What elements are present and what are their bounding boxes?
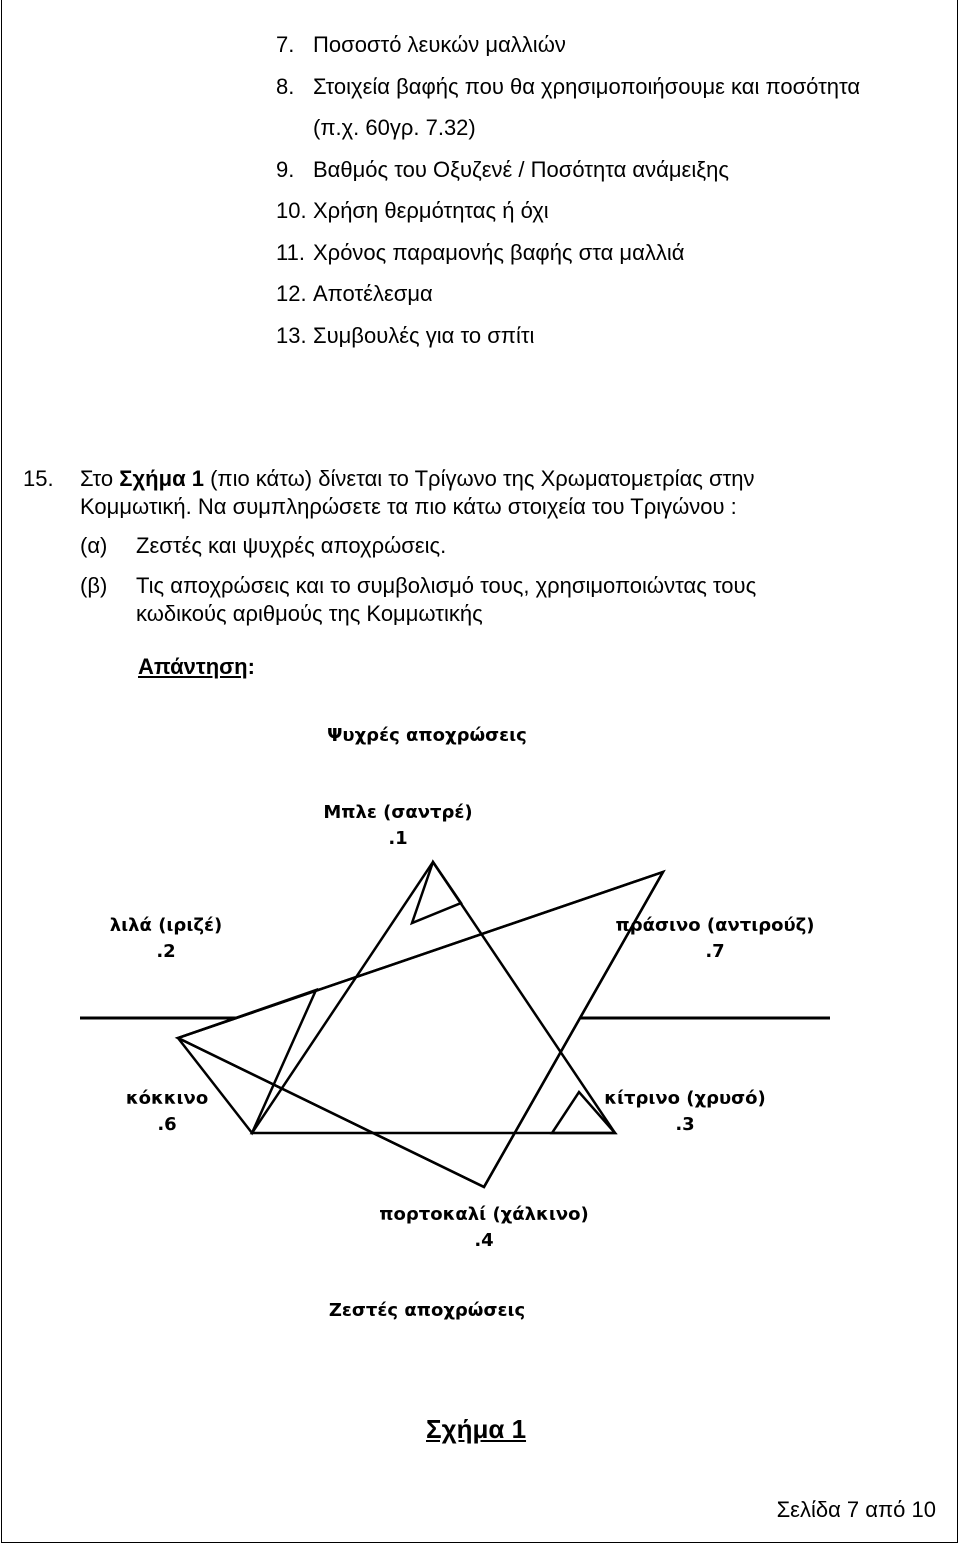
blue-code: .1 [388, 828, 408, 849]
figure-caption: Σχήμα 1 [426, 1414, 527, 1444]
answer-colon: : [247, 654, 255, 679]
list-number: 12. [276, 281, 307, 306]
purple-label: λιλά (ιριζέ) [109, 915, 223, 936]
list-number: 7. [276, 32, 295, 57]
figure-reference: Σχήμα 1 [119, 466, 204, 491]
red-label: κόκκινο [125, 1088, 209, 1109]
blue-label: Μπλε (σαντρέ) [323, 802, 473, 823]
question-intro-post: (πιο κάτω) δίνεται το Τρίγωνο της Χρωματομετρίας στην [210, 466, 755, 491]
yellow-code: .3 [675, 1114, 695, 1135]
list-text: Ποσοστό λευκών μαλλιών [313, 32, 566, 57]
list-text: Αποτέλεσμα [313, 281, 433, 306]
page-footer: Σελίδα 7 από 10 [776, 1497, 936, 1522]
question-line-2: Κομμωτική. Να συμπληρώσετε τα πιο κάτω στοιχεία του Τριγώνου : [80, 494, 737, 519]
part-b-label: (β) [80, 573, 108, 598]
orange-label: πορτοκαλί (χάλκινο) [379, 1204, 589, 1225]
part-a-label: (α) [80, 533, 108, 558]
question-intro-pre: Στο [80, 466, 114, 491]
purple-code: .2 [156, 941, 176, 962]
part-b-text-1: Τις αποχρώσεις και το συμβολισμό τους, χρησιμοποιώντας τους [136, 573, 757, 598]
list-text: Συμβουλές για το σπίτι [313, 322, 535, 348]
question-number: 15. [23, 466, 54, 491]
green-code: .7 [705, 941, 725, 962]
list-text: (π.χ. 60γρ. 7.32) [313, 115, 476, 140]
green-label: πράσινο (αντιρούζ) [615, 915, 815, 936]
part-b-text-2: κωδικούς αριθμούς της Κομμωτικής [136, 601, 483, 626]
list-number: 11. [276, 239, 305, 265]
list-text: Χρήση θερμότητας ή όχι [313, 198, 549, 223]
orange-code: .4 [474, 1230, 494, 1251]
list-number: 8. [276, 73, 295, 99]
list-text: Βαθμός του Οξυζενέ / Ποσότητα ανάμειξης [313, 156, 729, 182]
answer-label: Απάντηση [138, 654, 248, 679]
cool-shades-heading: Ψυχρές αποχρώσεις [327, 725, 527, 746]
part-a-text: Ζεστές και ψυχρές αποχρώσεις. [136, 533, 447, 558]
list-number: 13. [276, 322, 307, 348]
yellow-label: κίτρινο (χρυσό) [604, 1088, 766, 1109]
list-text: Χρόνος παραμονής βαφής στα μαλλιά [313, 239, 685, 265]
red-code: .6 [157, 1114, 177, 1135]
warm-shades-heading: Ζεστές αποχρώσεις [328, 1300, 526, 1321]
list-number: 10. [276, 198, 307, 223]
list-text: Στοιχεία βαφής που θα χρησιμοποιήσουμε και ποσότητα [313, 73, 861, 99]
list-number: 9. [276, 156, 295, 182]
